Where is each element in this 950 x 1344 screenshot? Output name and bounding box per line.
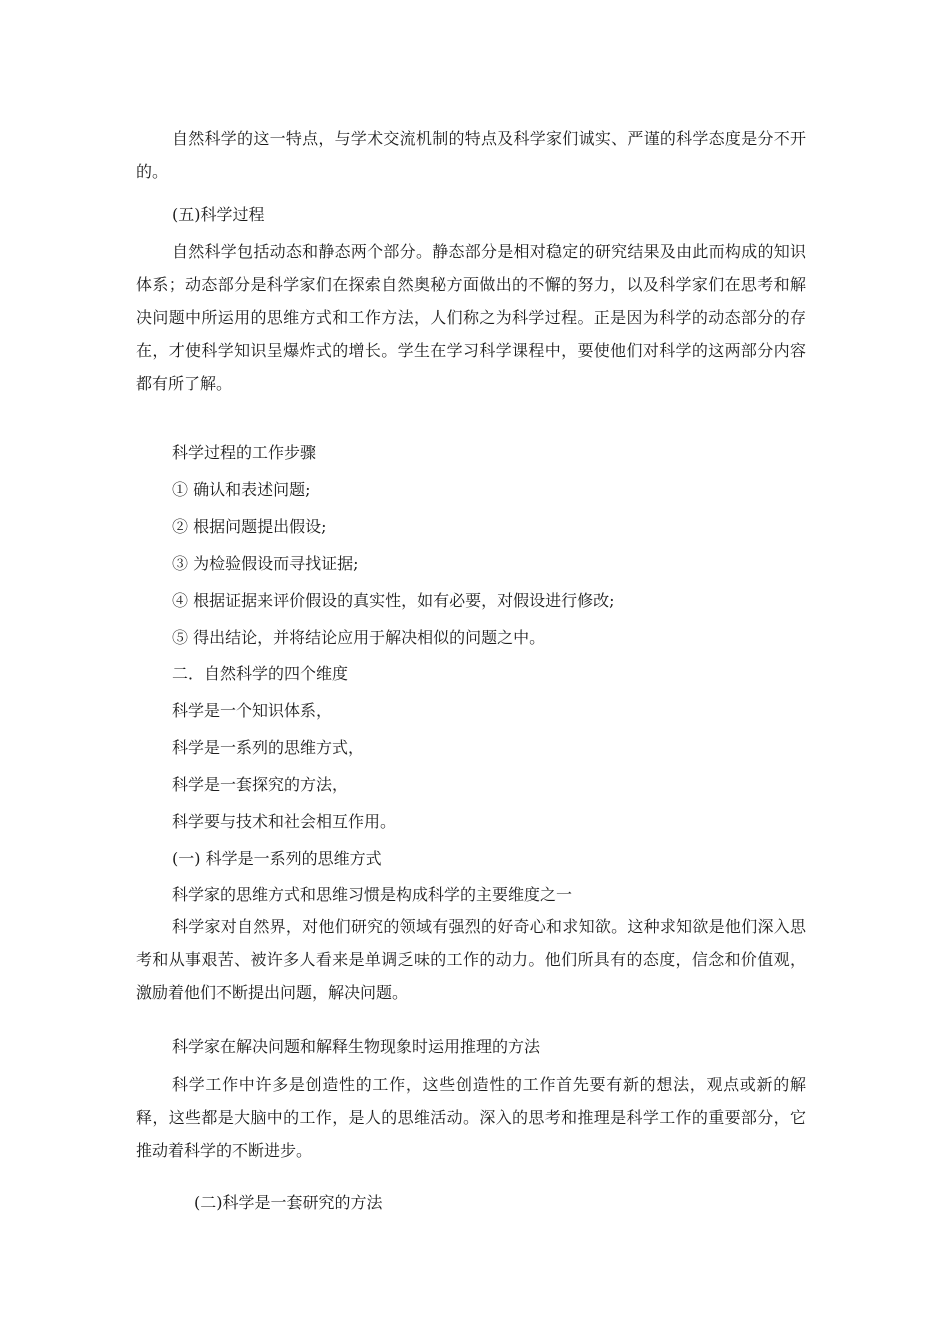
- step-1: ① 确认和表述问题;: [172, 480, 311, 499]
- heading-four-dimensions: 二．自然科学的四个维度: [172, 664, 349, 683]
- paragraph-curiosity: 科学家对自然界，对他们研究的领域有强烈的好奇心和求知欲。这种求知欲是他们深入思考和从事艰苦、被许多人看来是单调乏味的工作的动力。他们所具有的态度，信念和价值观，激励着他们不断提出问题，解决问题。: [136, 917, 806, 1002]
- step-3: ③ 为检验假设而寻找证据;: [172, 554, 359, 573]
- step-5: ⑤ 得出结论，并将结论应用于解决相似的问题之中。: [172, 628, 546, 647]
- dimension-3: 科学是一套探究的方法，: [172, 775, 349, 794]
- thinking-ways-title: 科学家的思维方式和思维习惯是构成科学的主要维度之一: [172, 885, 573, 904]
- dimension-2: 科学是一系列的思维方式，: [172, 738, 365, 757]
- reasoning-title: 科学家在解决问题和解释生物现象时运用推理的方法: [172, 1037, 541, 1056]
- paragraph-academic-exchange: 自然科学的这一特点，与学术交流机制的特点及科学家们诚实、严谨的科学态度是分不开的。: [136, 129, 806, 181]
- step-2: ② 根据问题提出假设;: [172, 517, 327, 536]
- heading-science-process: (五)科学过程: [172, 205, 265, 224]
- dimension-1: 科学是一个知识体系，: [172, 701, 333, 720]
- dimension-4: 科学要与技术和社会相互作用。: [172, 812, 397, 831]
- step-4: ④ 根据证据来评价假设的真实性，如有必要，对假设进行修改;: [172, 591, 615, 610]
- heading-research-methods: (二)科学是一套研究的方法: [194, 1193, 383, 1212]
- steps-title: 科学过程的工作步骤: [172, 443, 317, 462]
- paragraph-dynamic-static: 自然科学包括动态和静态两个部分。静态部分是相对稳定的研究结果及由此而构成的知识体系；动态部分是科学家们在探索自然奥秘方面做出的不懈的努力，以及科学家们在思考和解决问题中所运用的思维方式和工作方法，人们称之为科学过程。正是因为科学的动态部分的存在，才使科学知识呈爆炸式的增长。学生在学习科学课程中，要使他们对科学的这两部分内容都有所了解。: [136, 242, 806, 393]
- paragraph-creative-work: 科学工作中许多是创造性的工作，这些创造性的工作首先要有新的想法，观点或新的解释，这些都是大脑中的工作，是人的思维活动。深入的思考和推理是科学工作的重要部分，它推动着科学的不断进步。: [136, 1075, 806, 1160]
- heading-thinking-ways: (一) 科学是一系列的思维方式: [172, 849, 382, 868]
